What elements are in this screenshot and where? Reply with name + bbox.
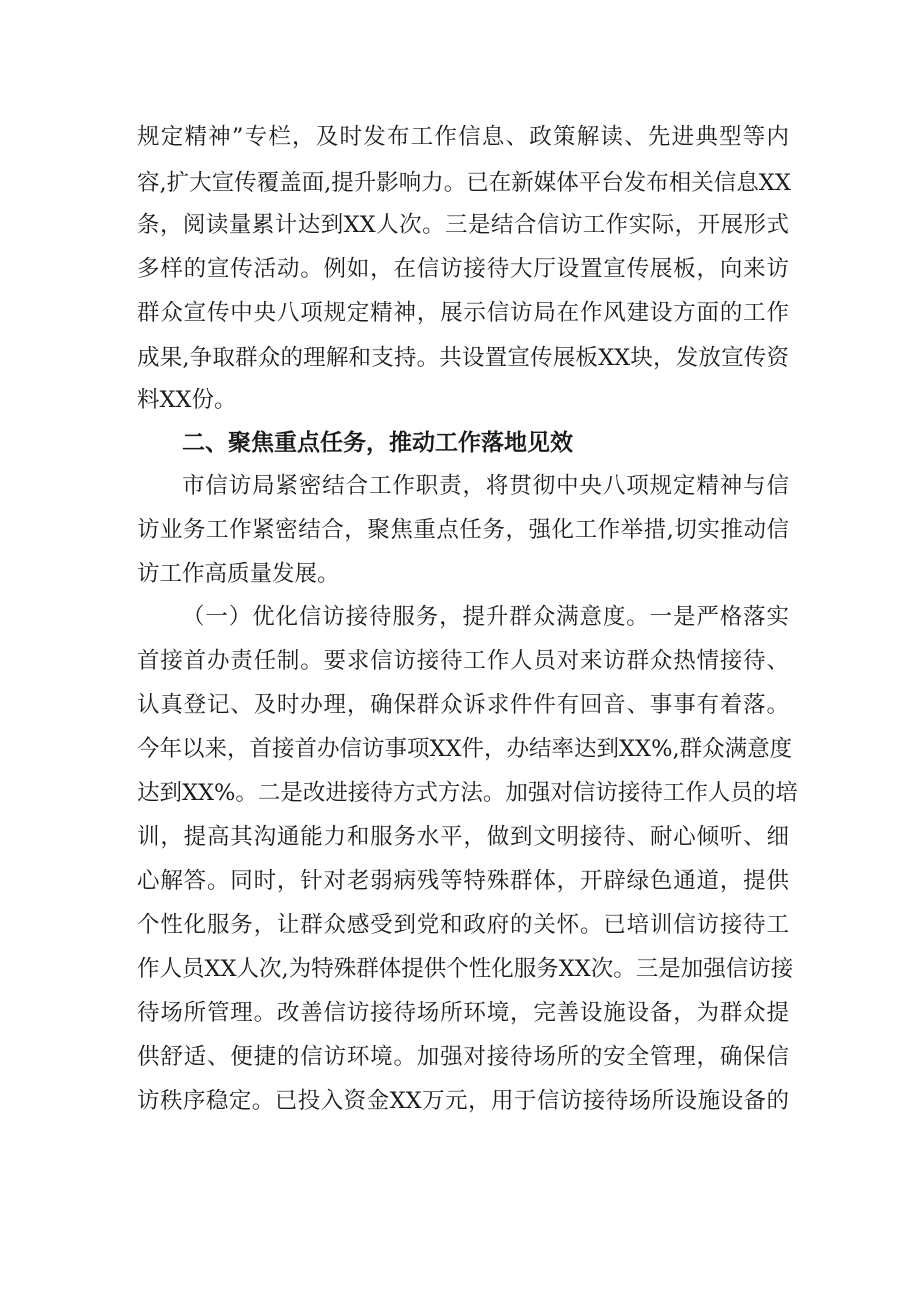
- paragraph-2-line-2: 访业务工作紧密结合，聚焦重点任务，强化工作举措,切实推动信: [137, 517, 789, 543]
- paragraph-1-line-2: 容,扩大宣传覆盖面,提升影响力。已在新媒体平台发布相关信息XX: [137, 170, 791, 196]
- paragraph-3-line-7: 心解答。同时，针对老弱病残等特殊群体，开辟绿色通道，提供: [137, 868, 789, 894]
- paragraph-2-line-3: 访工作高质量发展。: [137, 561, 340, 587]
- paragraph-3-line-8: 个性化服务，让群众感受到党和政府的关怀。已培训信访接待工: [137, 912, 789, 938]
- paragraph-2-line-1: 市信访局紧密结合工作职责，将贯彻中央八项规定精神与信: [182, 473, 789, 499]
- section-2-heading: 二、聚焦重点任务，推动工作落地见效: [182, 430, 573, 456]
- paragraph-1-line-5: 群众宣传中央八项规定精神，展示信访局在作风建设方面的工作: [137, 300, 789, 326]
- paragraph-3-line-5: 达到XX%。二是改进接待方式方法。加强对信访接待工作人员的培: [137, 780, 798, 806]
- paragraph-1-line-4: 多样的宣传活动。例如，在信访接待大厅设置宣传展板，向来访: [137, 256, 789, 282]
- paragraph-3-line-1: （一）优化信访接待服务，提升群众满意度。一是严格落实: [182, 604, 789, 630]
- paragraph-3-line-12: 访秩序稳定。已投入资金XX万元，用于信访接待场所设施设备的: [137, 1088, 789, 1114]
- paragraph-3-line-10: 待场所管理。改善信访接待场所环境，完善设施设备，为群众提: [137, 1000, 789, 1026]
- paragraph-1-line-7: 料XX份。: [137, 387, 237, 413]
- paragraph-1-line-6: 成果,争取群众的理解和支持。共设置宣传展板XX块，发放宣传资: [137, 345, 789, 371]
- paragraph-3-line-2: 首接首办责任制。要求信访接待工作人员对来访群众热情接待、: [137, 648, 789, 674]
- paragraph-3-line-11: 供舒适、便捷的信访环境。加强对接待场所的安全管理，确保信: [137, 1044, 789, 1070]
- paragraph-3-line-3: 认真登记、及时办理，确保群众诉求件件有回音、事事有着落。: [137, 692, 789, 718]
- paragraph-3-line-4: 今年以来，首接首办信访事项XX件，办结率达到XX%,群众满意度: [137, 736, 793, 762]
- paragraph-1-line-1: 规定精神”专栏，及时发布工作信息、政策解读、先进典型等内: [137, 124, 789, 150]
- paragraph-3-line-6: 训，提高其沟通能力和服务水平，做到文明接待、耐心倾听、细: [137, 824, 789, 850]
- paragraph-3-line-9: 作人员XX人次,为特殊群体提供个性化服务XX次。三是加强信访接: [137, 956, 794, 982]
- paragraph-1-line-3: 条，阅读量累计达到XX人次。三是结合信访工作实际，开展形式: [137, 212, 789, 238]
